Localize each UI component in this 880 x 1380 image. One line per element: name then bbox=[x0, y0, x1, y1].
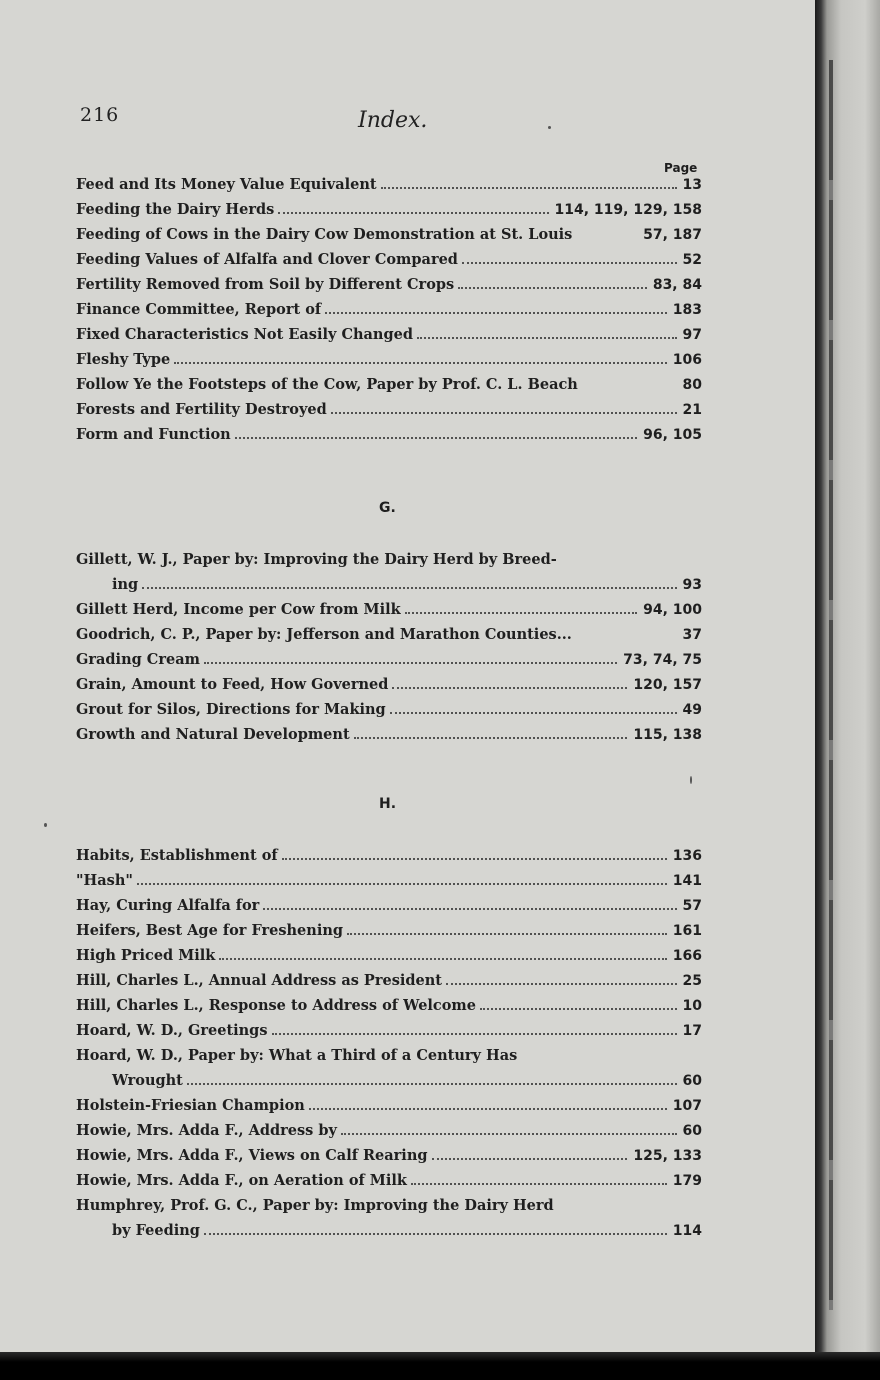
leader-dots bbox=[341, 1133, 677, 1135]
paper-speck bbox=[548, 126, 551, 129]
leader-dots bbox=[204, 1233, 667, 1235]
index-section-h bbox=[76, 843, 702, 1243]
leader-dots bbox=[174, 362, 667, 364]
leader-dots bbox=[446, 983, 677, 985]
section-letter-g: G. bbox=[379, 500, 396, 516]
leader-dots bbox=[325, 312, 667, 314]
leader-dots bbox=[432, 1158, 628, 1160]
index-entry bbox=[76, 322, 702, 347]
entry-text: ing bbox=[112, 576, 139, 593]
entry-text: Feed and Its Money Value Equivalent bbox=[76, 176, 377, 193]
entry-pages: 161 bbox=[672, 923, 702, 939]
index-entry bbox=[76, 918, 702, 943]
index-entry bbox=[76, 272, 702, 297]
leader-dots bbox=[411, 1183, 667, 1185]
entry-pages: 80 bbox=[682, 377, 702, 393]
index-entry bbox=[76, 722, 702, 747]
entry-text: Forests and Fertility Destroyed bbox=[76, 401, 327, 418]
page-column-label: Page bbox=[664, 161, 698, 175]
entry-pages: 97 bbox=[682, 327, 702, 343]
index-entry bbox=[76, 1043, 702, 1068]
entry-pages: 106 bbox=[672, 352, 702, 368]
index-section-f bbox=[76, 172, 702, 447]
entry-pages: 120, 157 bbox=[633, 677, 702, 693]
index-entry bbox=[76, 297, 702, 322]
entry-pages: 179 bbox=[672, 1173, 702, 1189]
leader-dots bbox=[381, 187, 677, 189]
leader-dots bbox=[405, 612, 637, 614]
entry-pages: 114, 119, 129, 158 bbox=[554, 202, 702, 218]
section-letter-h: H. bbox=[379, 796, 397, 812]
entry-pages: 52 bbox=[682, 252, 702, 268]
entry-pages: 73, 74, 75 bbox=[623, 652, 702, 668]
entry-text: Hoard, W. D., Paper by: What a Third of a Century Has bbox=[76, 1047, 518, 1064]
index-entry bbox=[76, 943, 702, 968]
entry-text: Hill, Charles L., Response to Address of Welcome bbox=[76, 997, 476, 1014]
entry-pages: 115, 138 bbox=[633, 727, 702, 743]
entry-pages: 25 bbox=[682, 973, 702, 989]
index-entry bbox=[76, 547, 702, 572]
index-entry bbox=[76, 197, 702, 222]
index-entry bbox=[76, 1118, 702, 1143]
index-section-g bbox=[76, 547, 702, 747]
index-entry bbox=[76, 572, 702, 597]
index-entry bbox=[76, 172, 702, 197]
entry-text: Gillett Herd, Income per Cow from Milk bbox=[76, 601, 401, 618]
entry-pages: 96, 105 bbox=[643, 427, 702, 443]
entry-text: Heifers, Best Age for Freshening bbox=[76, 922, 344, 939]
index-entry bbox=[76, 993, 702, 1018]
entry-pages: 141 bbox=[672, 873, 702, 889]
entry-pages: 57 bbox=[682, 898, 702, 914]
entry-pages: 60 bbox=[682, 1123, 702, 1139]
leader-dots bbox=[219, 958, 666, 960]
entry-pages: 166 bbox=[672, 948, 702, 964]
leader-dots bbox=[278, 212, 548, 214]
leader-dots bbox=[462, 262, 677, 264]
entry-pages: 57, 187 bbox=[643, 227, 702, 243]
entry-pages: 21 bbox=[682, 402, 702, 418]
index-entry bbox=[76, 422, 702, 447]
page-number: 216 bbox=[80, 104, 120, 126]
leader-dots bbox=[480, 1008, 677, 1010]
entry-pages: 83, 84 bbox=[652, 277, 702, 293]
entry-text: Fixed Characteristics Not Easily Changed bbox=[76, 326, 413, 343]
entry-text: by Feeding bbox=[112, 1222, 200, 1239]
index-entry bbox=[76, 697, 702, 722]
index-entry bbox=[76, 868, 702, 893]
index-entry bbox=[76, 968, 702, 993]
entry-text: Growth and Natural Development bbox=[76, 726, 350, 743]
entry-text: Fleshy Type bbox=[76, 351, 171, 368]
entry-pages: 94, 100 bbox=[643, 602, 702, 618]
entry-text: Howie, Mrs. Adda F., on Aeration of Milk bbox=[76, 1172, 407, 1189]
entry-text: Feeding the Dairy Herds bbox=[76, 201, 275, 218]
entry-pages: 37 bbox=[682, 627, 702, 643]
entry-text: Wrought bbox=[112, 1072, 183, 1089]
index-entry bbox=[76, 893, 702, 918]
entry-pages: 17 bbox=[682, 1023, 702, 1039]
leader-dots bbox=[347, 933, 667, 935]
index-entry bbox=[76, 397, 702, 422]
entry-pages: 125, 133 bbox=[633, 1148, 702, 1164]
gutter-shadow-line bbox=[829, 60, 833, 1310]
index-entry bbox=[76, 222, 702, 247]
leader-dots bbox=[282, 858, 667, 860]
leader-dots bbox=[187, 1083, 677, 1085]
leader-dots bbox=[392, 687, 627, 689]
entry-pages: 183 bbox=[672, 302, 702, 318]
book-gutter bbox=[815, 0, 880, 1352]
entry-text: Gillett, W. J., Paper by: Improving the Dairy Herd by Breed- bbox=[76, 551, 557, 568]
index-entry bbox=[76, 1018, 702, 1043]
entry-pages: 60 bbox=[682, 1073, 702, 1089]
entry-text: Hay, Curing Alfalfa for bbox=[76, 897, 260, 914]
index-entry bbox=[76, 1143, 702, 1168]
entry-pages: 93 bbox=[682, 577, 702, 593]
entry-text: Form and Function bbox=[76, 426, 231, 443]
entry-text: Feeding Values of Alfalfa and Clover Compared bbox=[76, 251, 458, 268]
entry-text: Hill, Charles L., Annual Address as President bbox=[76, 972, 442, 989]
entry-text: Grain, Amount to Feed, How Governed bbox=[76, 676, 389, 693]
index-entry bbox=[76, 1068, 702, 1093]
entry-pages: 136 bbox=[672, 848, 702, 864]
entry-text: Goodrich, C. P., Paper by: Jefferson and Marathon Counties... bbox=[76, 626, 572, 643]
entry-text: Finance Committee, Report of bbox=[76, 301, 322, 318]
entry-text: Holstein-Friesian Champion bbox=[76, 1097, 305, 1114]
entry-pages: 114 bbox=[672, 1223, 702, 1239]
paper-speck bbox=[690, 776, 692, 784]
leader-dots bbox=[390, 712, 677, 714]
index-entry bbox=[76, 1193, 702, 1218]
entry-text: Hoard, W. D., Greetings bbox=[76, 1022, 268, 1039]
leader-dots bbox=[331, 412, 677, 414]
index-entry bbox=[76, 1218, 702, 1243]
paper-speck bbox=[44, 823, 47, 827]
entry-text: "Hash" bbox=[76, 872, 133, 889]
index-entry bbox=[76, 672, 702, 697]
leader-dots bbox=[458, 287, 647, 289]
entry-text: Feeding of Cows in the Dairy Cow Demonstration at St. Louis bbox=[76, 226, 573, 243]
entry-text: Howie, Mrs. Adda F., Address by bbox=[76, 1122, 337, 1139]
leader-dots bbox=[354, 737, 628, 739]
entry-pages: 49 bbox=[682, 702, 702, 718]
leader-dots bbox=[263, 908, 676, 910]
index-entry bbox=[76, 372, 702, 397]
index-entry bbox=[76, 843, 702, 868]
entry-text: High Priced Milk bbox=[76, 947, 216, 964]
index-entry bbox=[76, 597, 702, 622]
leader-dots bbox=[204, 662, 617, 664]
entry-text: Humphrey, Prof. G. C., Paper by: Improving the Dairy Herd bbox=[76, 1197, 554, 1214]
running-head: Index. bbox=[358, 108, 428, 133]
scan-bottom-edge bbox=[0, 1352, 880, 1380]
index-entry bbox=[76, 247, 702, 272]
entry-pages: 107 bbox=[672, 1098, 702, 1114]
entry-pages: 10 bbox=[682, 998, 702, 1014]
entry-text: Grout for Silos, Directions for Making bbox=[76, 701, 386, 718]
index-entry bbox=[76, 622, 702, 647]
entry-text: Howie, Mrs. Adda F., Views on Calf Rearing bbox=[76, 1147, 428, 1164]
leader-dots bbox=[272, 1033, 677, 1035]
entry-text: Fertility Removed from Soil by Different Crops bbox=[76, 276, 455, 293]
entry-text: Grading Cream bbox=[76, 651, 200, 668]
entry-text: Follow Ye the Footsteps of the Cow, Paper by Prof. C. L. Beach bbox=[76, 376, 578, 393]
leader-dots bbox=[142, 587, 676, 589]
leader-dots bbox=[309, 1108, 667, 1110]
leader-dots bbox=[137, 883, 667, 885]
entry-pages: 13 bbox=[682, 177, 702, 193]
entry-text: Habits, Establishment of bbox=[76, 847, 278, 864]
index-entry bbox=[76, 1168, 702, 1193]
index-entry bbox=[76, 1093, 702, 1118]
leader-dots bbox=[417, 337, 677, 339]
index-entry bbox=[76, 647, 702, 672]
leader-dots bbox=[235, 437, 637, 439]
index-entry bbox=[76, 347, 702, 372]
